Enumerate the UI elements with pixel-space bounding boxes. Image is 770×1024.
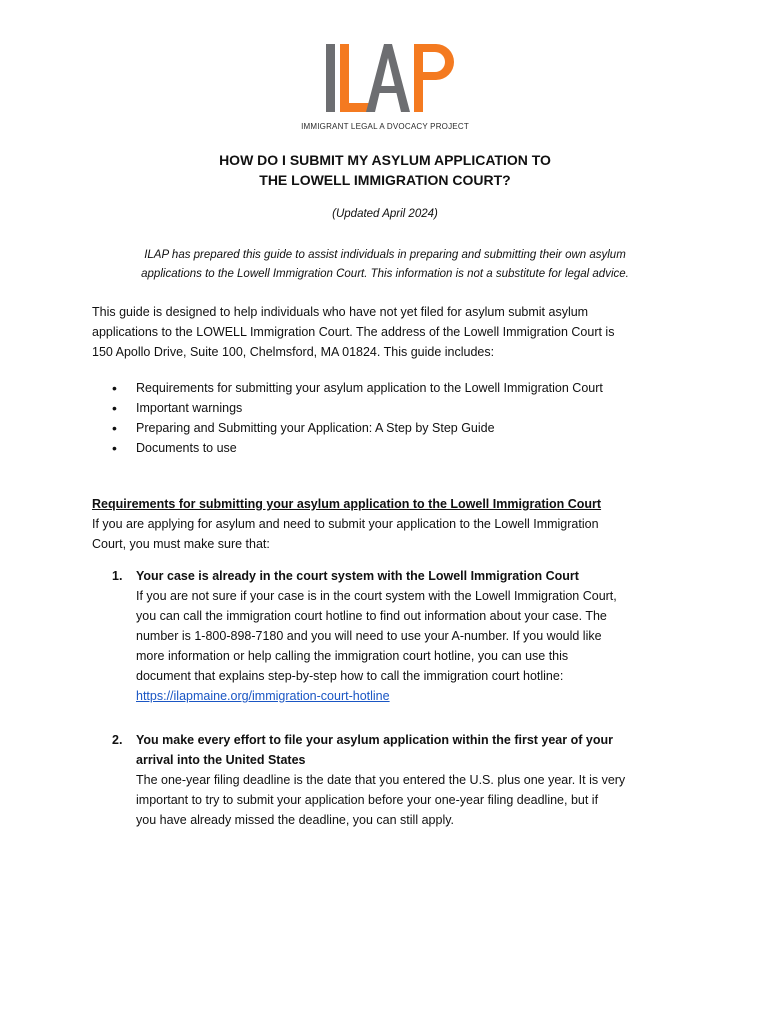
list-item: • Preparing and Submitting your Application: A Step by Step Guide	[112, 418, 712, 438]
updated-date: (Updated April 2024)	[332, 208, 438, 220]
requirement-heading-cont: arrival into the United States	[136, 753, 306, 767]
requirement-item-2	[92, 730, 712, 830]
requirement-text-line: you can call the immigration court hotline to find out information about your case. The	[136, 609, 607, 623]
logo-tagline: IMMIGRANT LEGAL A DVOCACY PROJECT	[301, 122, 469, 131]
disclaimer-line-1: ILAP has prepared this guide to assist individuals in preparing and submitting their own asylum	[144, 249, 626, 261]
intro-paragraph	[92, 302, 712, 362]
disclaimer	[85, 246, 685, 284]
title-line-1: HOW DO I SUBMIT MY ASYLUM APPLICATION TO	[219, 152, 551, 168]
requirement-text-line: more information or help calling the immigration court hotline, you can use this	[136, 649, 569, 663]
disclaimer-line-2: applications to the Lowell Immigration Court. This information is not a substitute for legal advice.	[141, 268, 629, 280]
page-title	[85, 150, 685, 190]
requirement-text-line: The one-year filing deadline is the date that you entered the U.S. plus one year. It is very	[136, 773, 626, 787]
requirements-intro-line-1: If you are applying for asylum and need to submit your application to the Lowell Immigration	[92, 517, 599, 531]
requirements-heading: Requirements for submitting your asylum application to the Lowell Immigration Court	[92, 497, 602, 511]
requirement-text-line: important to try to submit your application before your one-year filing deadline, but if	[136, 793, 599, 807]
requirement-text-line: you have already missed the deadline, you can still apply.	[136, 813, 455, 827]
requirement-text-line: If you are not sure if your case is in the court system with the Lowell Immigration Court,	[136, 589, 617, 603]
intro-line-1: This guide is designed to help individuals who have not yet filed for asylum submit asylum	[92, 305, 589, 319]
court-hotline-link[interactable]: https://ilapmaine.org/immigration-court-hotline	[136, 689, 390, 703]
list-item: • Important warnings	[112, 398, 712, 418]
requirement-heading: Your case is already in the court system with the Lowell Immigration Court	[136, 569, 579, 583]
requirements-intro-line-2: Court, you must make sure that:	[92, 537, 270, 551]
requirement-number: 1.	[112, 569, 123, 583]
requirement-text-line: number is 1-800-898-7180 and you will need to use your A-number. If you would like	[136, 629, 602, 643]
list-item: • Documents to use	[112, 438, 712, 458]
requirement-item-1	[92, 566, 712, 706]
guide-contents-list	[112, 378, 712, 458]
intro-line-3: 150 Apollo Drive, Suite 100, Chelmsford, MA 01824. This guide includes:	[92, 345, 495, 359]
requirement-text-line: document that explains step-by-step how to call the immigration court hotline:	[136, 669, 564, 683]
intro-line-2: applications to the LOWELL Immigration Court. The address of the Lowell Immigration Court is	[92, 325, 615, 339]
requirements-intro	[92, 514, 712, 554]
requirement-heading: You make every effort to file your asylum application within the first year of your	[136, 733, 613, 747]
requirement-number: 2.	[112, 733, 123, 747]
ilap-logo	[322, 42, 458, 114]
list-item: • Requirements for submitting your asylum application to the Lowell Immigration Court	[112, 378, 712, 398]
title-line-2: THE LOWELL IMMIGRATION COURT?	[259, 172, 511, 188]
